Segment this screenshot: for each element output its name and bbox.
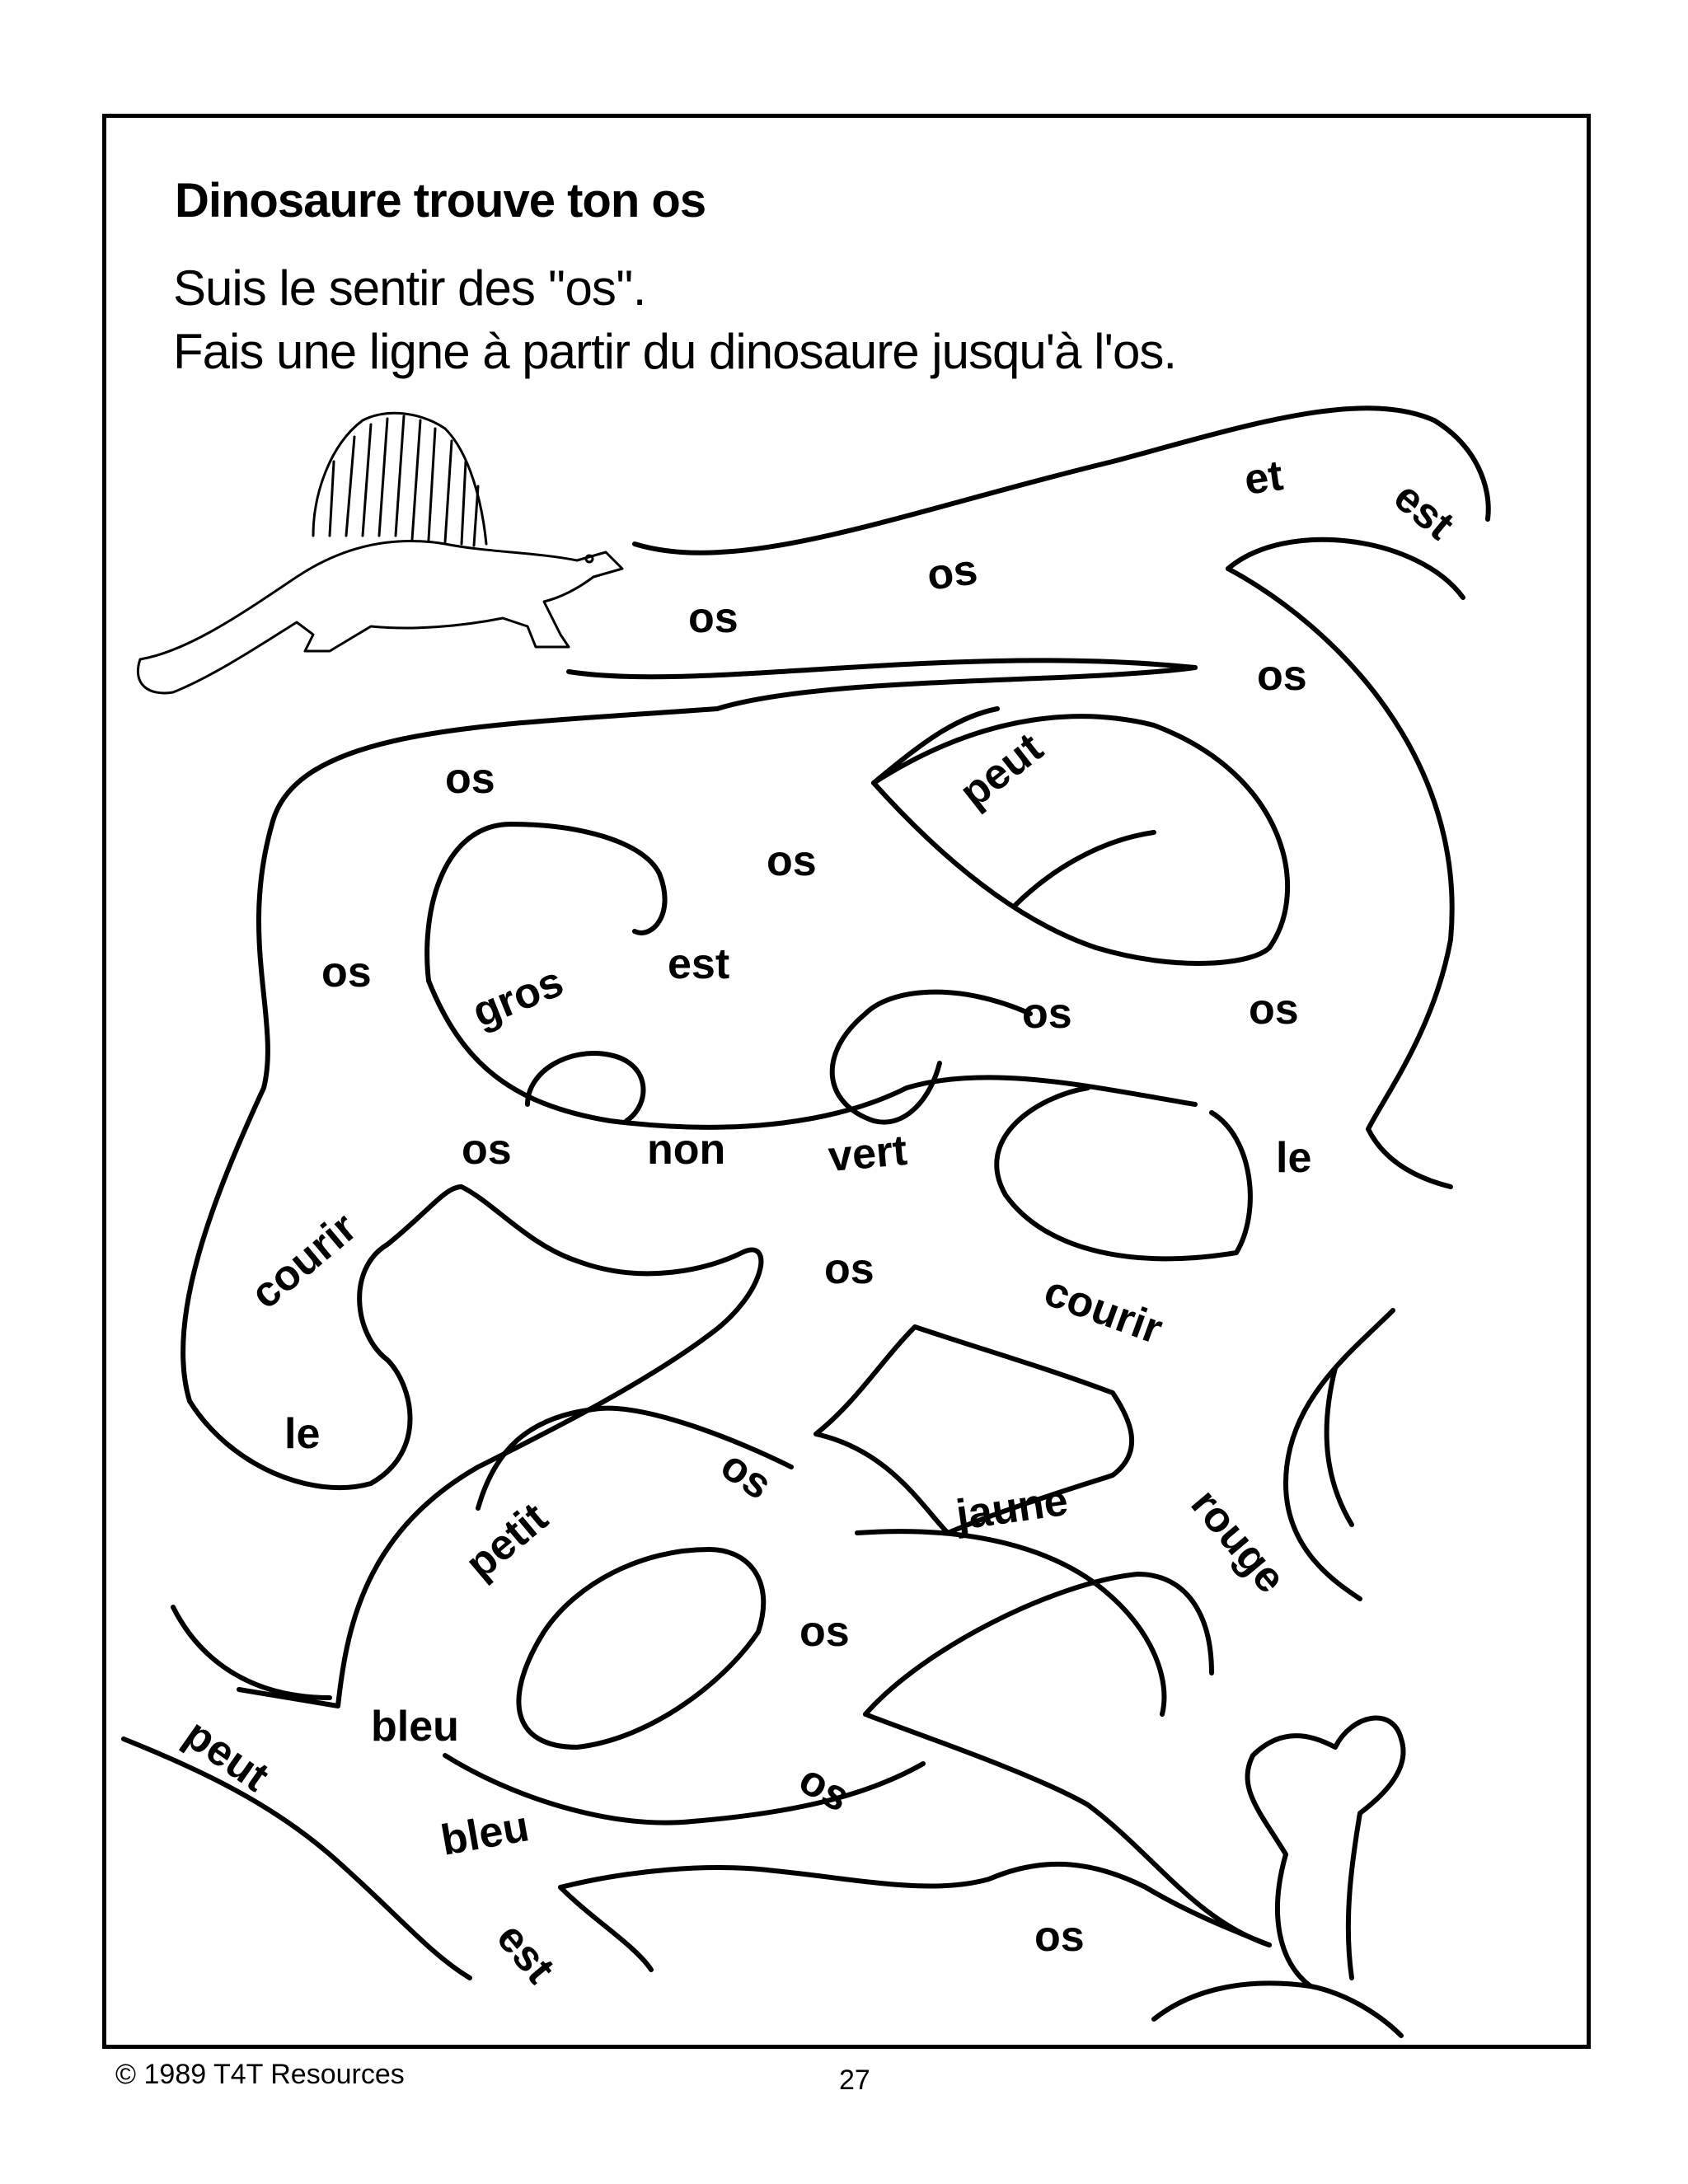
- maze-word-os: os: [1022, 990, 1072, 1038]
- maze-word: vert: [826, 1126, 909, 1182]
- maze-word-os: os: [790, 1755, 859, 1822]
- worksheet-title: Dinosaure trouve ton os: [175, 174, 706, 227]
- maze-word-os: os: [924, 546, 981, 600]
- maze-word: et: [1241, 452, 1287, 504]
- maze-word-os: os: [824, 1245, 874, 1293]
- maze-word-os: os: [445, 755, 495, 803]
- maze-word-os: os: [711, 1441, 781, 1510]
- maze-word: le: [1276, 1134, 1312, 1182]
- maze-word-os: os: [462, 1126, 512, 1174]
- maze-word-os: os: [1249, 986, 1299, 1033]
- maze-word: peut: [176, 1709, 278, 1802]
- instruction-line-2: Fais une ligne à partir du dinosaure jusqu'à l'os.: [173, 324, 1177, 379]
- maze-word-os: os: [688, 594, 738, 642]
- maze-word: est: [668, 940, 730, 988]
- maze-word: petit: [457, 1493, 557, 1589]
- maze-word-os: os: [767, 837, 817, 885]
- maze-word: non: [647, 1126, 726, 1174]
- maze-word: le: [284, 1410, 321, 1458]
- maze-word: courir: [1038, 1267, 1169, 1354]
- maze-word-os: os: [1034, 1913, 1085, 1961]
- bone-icon: [1154, 1718, 1404, 2036]
- dinosaur-icon: [138, 413, 622, 693]
- maze-word-os: os: [1257, 652, 1307, 700]
- maze-word: rouge: [1181, 1480, 1295, 1602]
- copyright-notice: © 1989 T4T Resources: [115, 2059, 405, 2090]
- maze-word: bleu: [371, 1703, 459, 1750]
- maze-word-os: os: [321, 949, 372, 996]
- maze-word: bleu: [437, 1802, 533, 1865]
- maze-word-os: os: [799, 1608, 850, 1656]
- instruction-line-1: Suis le sentir des ''os''.: [173, 260, 646, 316]
- maze-word: jaune: [953, 1476, 1071, 1540]
- maze-word: gros: [466, 958, 570, 1037]
- page-number: 27: [839, 2064, 870, 2096]
- maze-word: peut: [950, 724, 1052, 818]
- maze-word: courir: [241, 1203, 366, 1319]
- maze-word: est: [487, 1914, 564, 1993]
- maze-word: est: [1385, 472, 1464, 550]
